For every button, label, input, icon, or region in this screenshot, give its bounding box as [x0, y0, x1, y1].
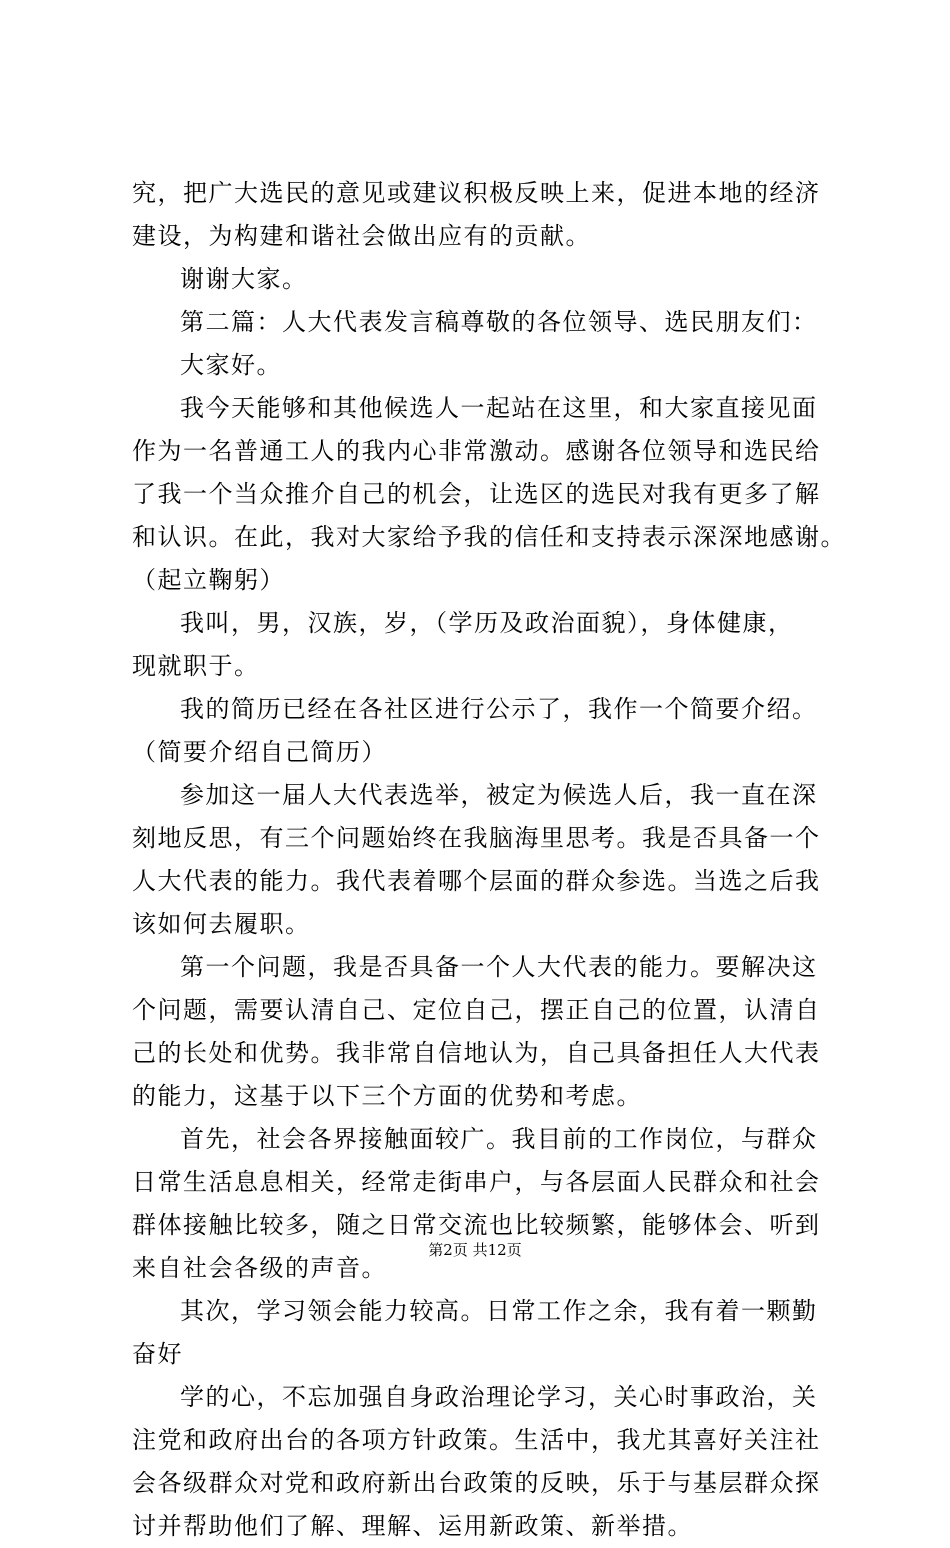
text-line: 会各级群众对党和政府新出台政策的反映，乐于与基层群众探 [132, 1469, 821, 1497]
text-line: 大家好。 [180, 351, 282, 379]
text-line: 我叫，男，汉族，岁，（学历及政治面貌），身体健康， [180, 609, 794, 637]
page-footer: 第2页 共12页 [428, 1241, 522, 1259]
text-line: 该如何去履职。 [132, 910, 311, 938]
text-line: 学的心，不忘加强自身政治理论学习，关心时事政治，关 [180, 1383, 818, 1411]
text-line: 来自社会各级的声音。 [132, 1254, 387, 1282]
text-line: 究，把广大选民的意见或建议积极反映上来，促进本地的经济 [132, 179, 821, 207]
text-line: 第一个问题，我是否具备一个人大代表的能力。要解决这 [180, 953, 818, 981]
text-line: 刻地反思，有三个问题始终在我脑海里思考。我是否具备一个 [132, 824, 821, 852]
text-line: 的能力，这基于以下三个方面的优势和考虑。 [132, 1082, 642, 1110]
text-line: 奋好 [132, 1340, 183, 1368]
text-line: 谢谢大家。 [180, 265, 308, 293]
text-line: （简要介绍自己简历） [132, 738, 387, 766]
text-line: 其次，学习领会能力较高。日常工作之余，我有着一颗勤 [180, 1297, 818, 1325]
text-line: 日常生活息息相关，经常走街串户，与各层面人民群众和社会 [132, 1168, 821, 1196]
text-line: 个问题，需要认清自己、定位自己，摆正自己的位置，认清自 [132, 996, 821, 1024]
text-line: 人大代表的能力。我代表着哪个层面的群众参选。当选之后我 [132, 867, 821, 895]
text-line: 我的简历已经在各社区进行公示了，我作一个简要介绍。 [180, 695, 818, 723]
text-line: 己的长处和优势。我非常自信地认为，自己具备担任人大代表 [132, 1039, 821, 1067]
text-line: 作为一名普通工人的我内心非常激动。感谢各位领导和选民给 [132, 437, 821, 465]
body-text [132, 172, 846, 1548]
text-line: 第二篇：人大代表发言稿尊敬的各位领导、选民朋友们： [180, 308, 818, 336]
text-line: 群体接触比较多，随之日常交流也比较频繁，能够体会、听到 [132, 1211, 821, 1239]
text-line: 参加这一届人大代表选举，被定为候选人后，我一直在深 [180, 781, 818, 809]
text-line: 现就职于。 [132, 652, 260, 680]
text-line: （起立鞠躬） [132, 566, 285, 594]
text-line: 注党和政府出台的各项方针政策。生活中，我尤其喜好关注社 [132, 1426, 821, 1454]
text-line: 和认识。在此，我对大家给予我的信任和支持表示深深地感谢。 [132, 523, 846, 551]
text-line: 首先，社会各界接触面较广。我目前的工作岗位，与群众 [180, 1125, 818, 1153]
text-line: 了我一个当众推介自己的机会，让选区的选民对我有更多了解 [132, 480, 821, 508]
text-line: 讨并帮助他们了解、理解、运用新政策、新举措。 [132, 1512, 693, 1540]
text-line: 建设，为构建和谐社会做出应有的贡献。 [132, 222, 591, 250]
text-line: 我今天能够和其他候选人一起站在这里，和大家直接见面 [180, 394, 818, 422]
